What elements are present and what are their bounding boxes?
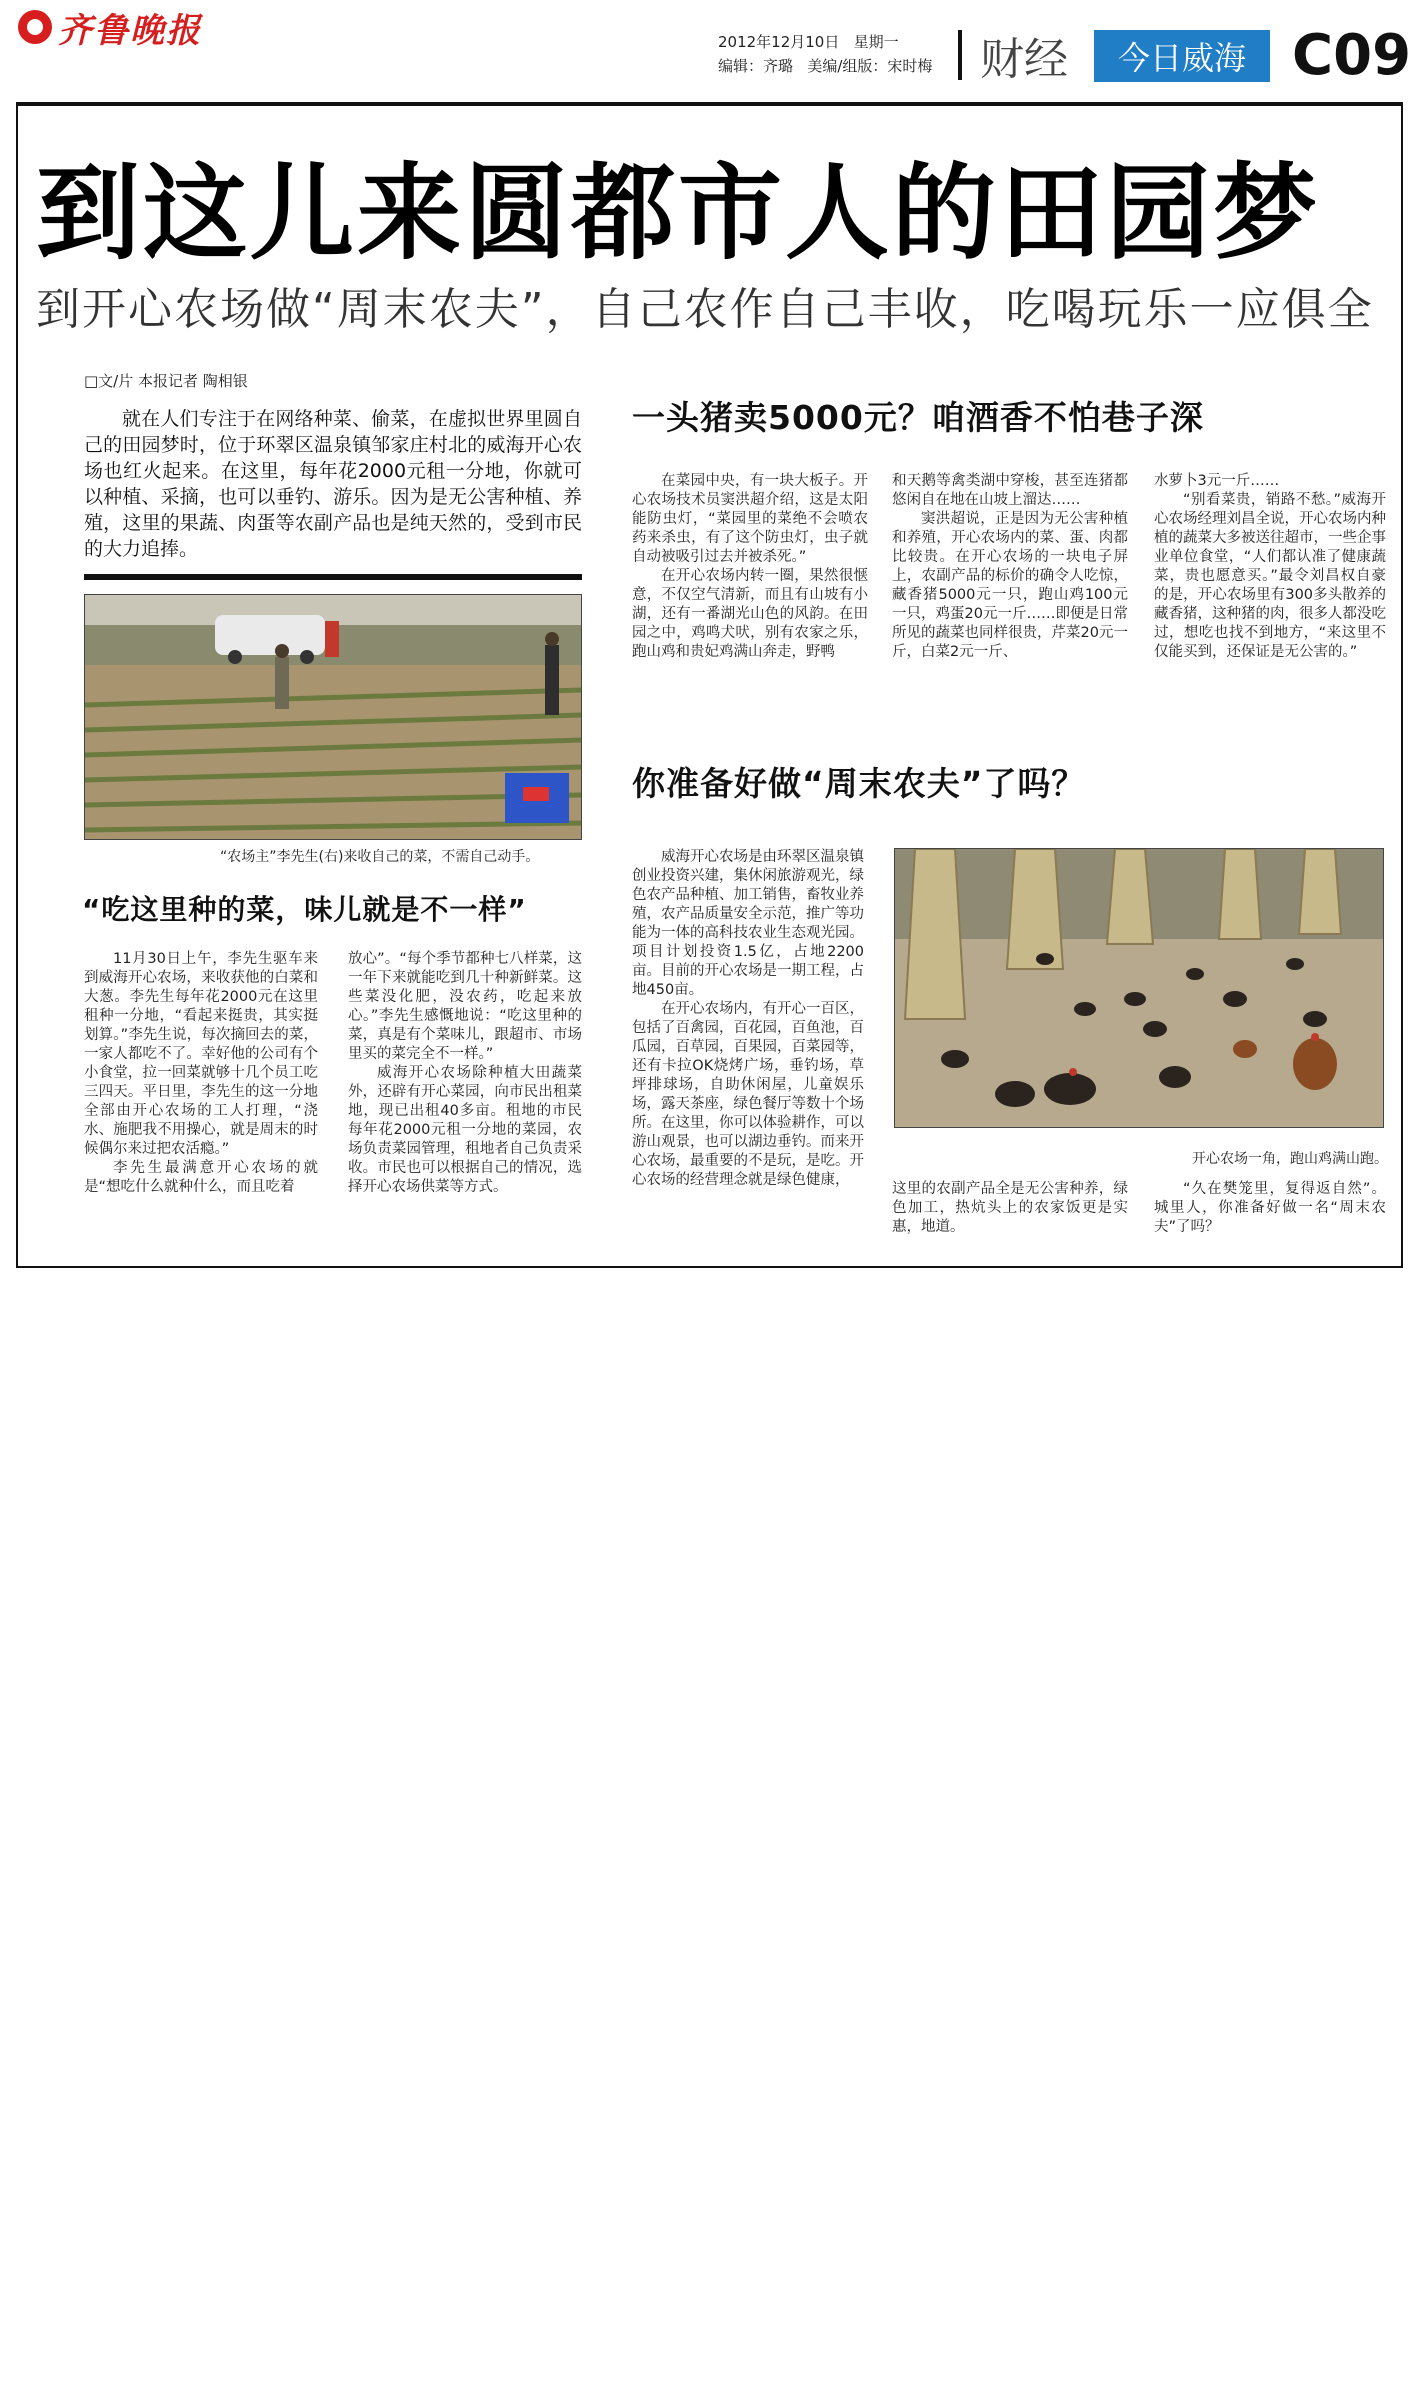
paragraph: 在菜园中央，有一块大板子。开心农场技术员窦洪超介绍，这是太阳能防虫灯，“菜园里的菜绝不会喷农药来杀虫，有了这个防虫灯，虫子就自动被吸引过去并被杀死。” [632,473,868,565]
page-number: C09 [1292,23,1412,88]
section3-column1 [632,848,864,1190]
paragraph: 在开心农场内转一圈，果然很惬意，不仅空气清新，而且有山坡有小湖，还有一番湖光山色的风韵。在田园之中，鸡鸣犬吠，别有农家之乐，跑山鸡和贵妃鸡满山奔走，野鸭 [632,568,868,660]
editor-credit: 编辑：齐璐 [718,57,794,75]
logo-emblem-icon [18,10,52,44]
region-badge: 今日威海 [1094,30,1270,82]
paragraph: 李先生最满意开心农场的就是“想吃什么就种什么，而且吃着 [84,1160,318,1195]
header-divider [958,30,962,80]
paragraph: 和天鹅等禽类湖中穿梭，甚至连猪都悠闲自在地在山坡上溜达…… [892,473,1128,508]
byline: □文/片 本报记者 陶相银 [84,372,248,390]
photo1-caption: “农场主”李先生(右)来收自己的菜，不需自己动手。 [220,849,540,865]
paragraph: “久在樊笼里，复得返自然”。城里人，你准备好做一名“周末农夫”了吗？ [1154,1181,1386,1235]
paragraph: 威海开心农场是由环翠区温泉镇创业投资兴建，集休闲旅游观光，绿色农产品种植、加工销售，畜牧业养殖，农产品质量安全示范，推广等功能为一体的高科技农业生态观光园。项目计划投资1.5亿，占地2200亩。目前的开心农场是一期工程，占地450亩。 [632,849,864,998]
paragraph: 威海开心农场除种植大田蔬菜外，还辟有开心菜园，向市民出租菜地，现已出租40多亩。租地的市民每年花2000元租一分地的菜园，农场负责菜园管理，租地者自己负责采收。市民也可以根据自己的情况，选择开心农场供菜等方式。 [348,1065,582,1195]
section3-column3 [1154,1180,1386,1237]
paragraph: 窦洪超说，正是因为无公害种植和养殖，开心农场内的菜、蛋、肉都比较贵。在开心农场的一块电子屏上，农副产品的标价的确令人吃惊，藏香猪5000元一只，跑山鸡100元一只，鸡蛋20元一斤……即便是日常所见的蔬菜也同样很贵，芹菜20元一斤，白菜2元一斤、 [892,511,1128,660]
paragraph: 这里的农副产品全是无公害种养，绿色加工，热炕头上的农家饭更是实惠，地道。 [892,1181,1128,1235]
paragraph: 11月30日上午，李先生驱车来到威海开心农场，来收获他的白菜和大葱。李先生每年花2000元在这里租种一分地，“看起来挺贵，其实挺划算。”李先生说，每次摘回去的菜，一家人都吃不了。幸好他的公司有个小食堂，拉一回菜就够十几个员工吃三四天。平日里，李先生的这一分地全部由开心农场的工人打理，“浇水、施肥我不用操心，就是周末的时候偶尔来过把农活瘾。” [84,951,318,1157]
subheadline: 到开心农场做“周末农夫”，自己农作自己丰收，吃喝玩乐一应俱全 [36,284,1374,335]
designer-credit: 美编/组版：宋时梅 [807,57,933,75]
issue-weekday: 星期一 [853,33,899,51]
section1-title: “吃这里种的菜，味儿就是不一样” [82,893,527,926]
section2-column2 [892,472,1128,662]
paragraph: “别看菜贵，销路不愁。”威海开心农场经理刘昌全说，开心农场内种植的蔬菜大多被送往超市，一些企事业单位食堂，“人们都认准了健康蔬菜，贵也愿意买。”最令刘昌权自豪的是，开心农场里有300多头散养的藏香猪，这种猪的肉，很多人都没吃过，想吃也找不到地方，“来这里不仅能买到，还保证是无公害的。” [1154,492,1386,660]
paragraph: 在开心农场内，有开心一百区，包括了百禽园，百花园，百鱼池，百瓜园，百草园，百果园，百菜园等，还有卡拉OK烧烤广场，垂钓场，草坪排球场，自助休闲屋，儿童娱乐场，露天茶座，绿色餐厅等数十个场所。在这里，你可以体验耕作，可以游山观景，也可以湖边垂钓。而来开心农场，最重要的不是玩，是吃。开心农场的经营理念就是绿色健康， [632,1001,864,1188]
paragraph: 水萝卜3元一斤…… [1154,473,1280,489]
issue-date: 2012年12月10日 [718,33,840,51]
lead-rule [84,574,582,580]
lead-paragraph: 就在人们专注于在网络种菜、偷菜，在虚拟世界里圆自己的田园梦时，位于环翠区温泉镇邹家庄村北的威海开心农场也红火起来。在这里，每年花2000元租一分地，你就可以种植、采摘，也可以垂钓、游乐。因为是无公害种植、养殖，这里的果蔬、肉蛋等农副产品也是纯天然的，受到市民的大力追捧。 [84,408,582,560]
section2-column3 [1154,472,1386,662]
section2-title: 一头猪卖5000元？咱酒香不怕巷子深 [632,398,1204,437]
farm-field-photo [84,594,582,840]
section3-title: 你准备好做“周末农夫”了吗？ [632,764,1086,803]
section2-column1 [632,472,868,662]
newspaper-logo [18,6,202,51]
section3-column2 [892,1180,1128,1237]
section1-column1 [84,950,318,1197]
paragraph: 放心”。“每个季节都种七八样菜，这一年下来就能吃到几十种新鲜菜。这些菜没化肥，没农药，吃起来放心。”李先生感慨地说：“吃这里种的菜，真是有个菜味儿，跟超市、市场里买的菜完全不一样。” [348,951,582,1062]
logo-text: 齐鲁晚报 [58,10,202,51]
photo2-caption: 开心农场一角，跑山鸡满山跑。 [1192,1151,1388,1167]
header-info [718,30,932,78]
chickens-photo [894,848,1384,1128]
headline: 到这儿来圆都市人的田园梦 [36,152,1321,274]
section1-column2 [348,950,582,1197]
section-name: 财经 [980,34,1068,85]
